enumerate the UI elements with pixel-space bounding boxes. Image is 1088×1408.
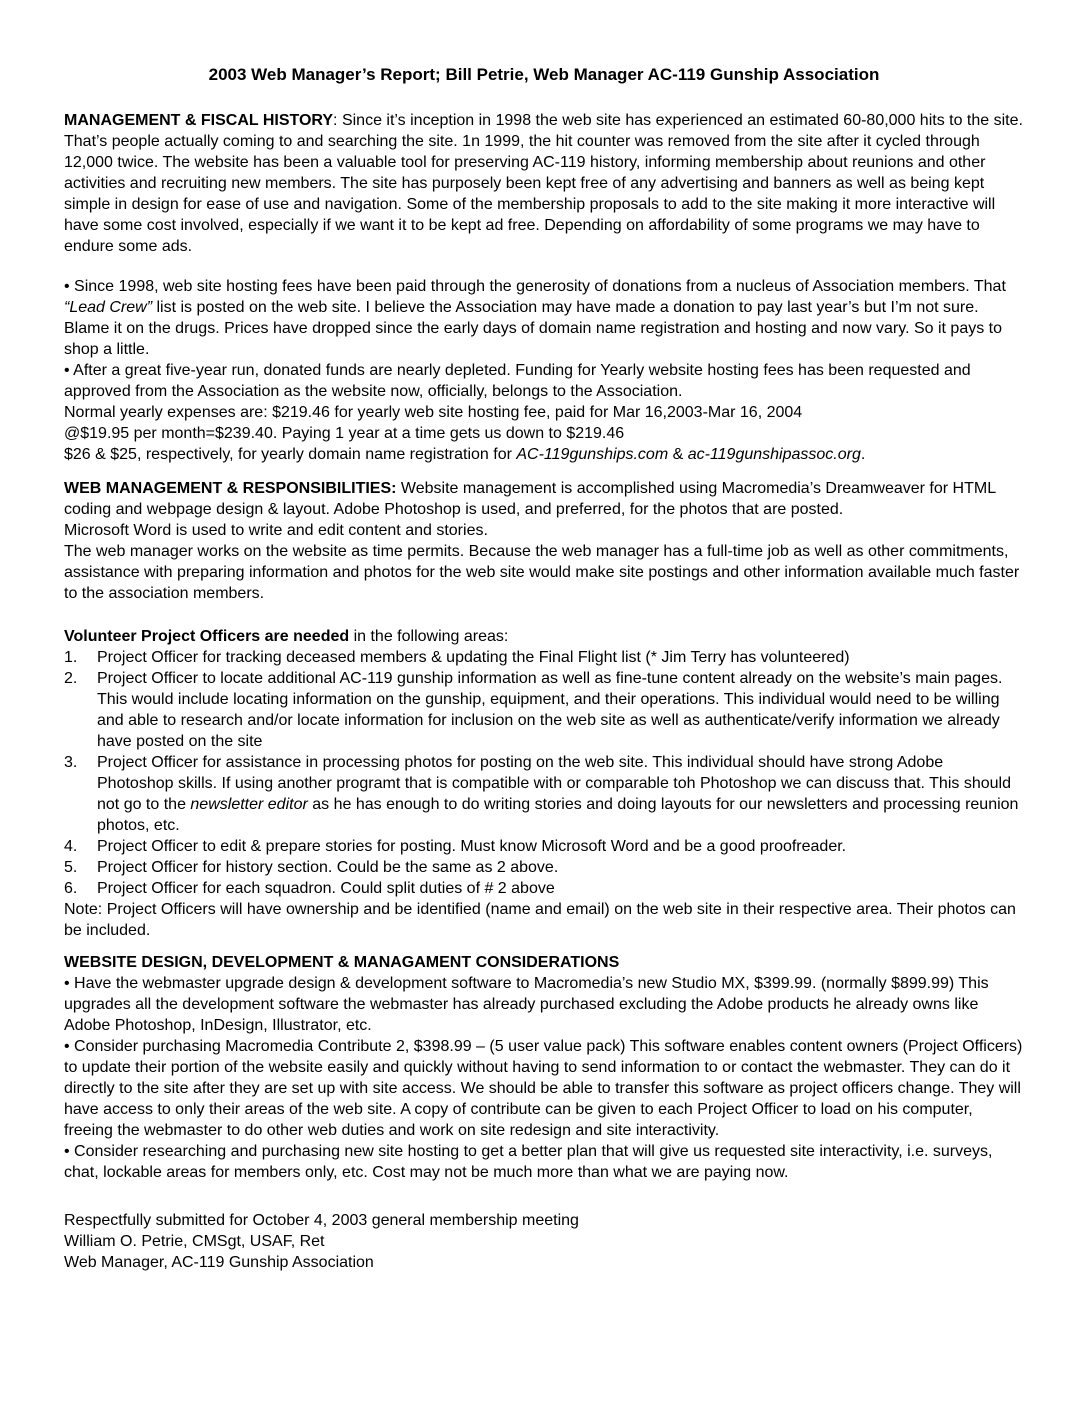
lead-crew-italic: “Lead Crew” xyxy=(64,299,153,316)
list-item-5-text: Project Officer for history section. Could be the same as 2 above. xyxy=(97,859,559,876)
volunteer-note: Note: Project Officers will have ownership and be identified (name and email) on the web site in their respective area. Their photos can be included. xyxy=(64,901,1016,939)
domains-period: . xyxy=(860,446,866,463)
list-item-2-number: 2. xyxy=(64,670,78,687)
section-website-design xyxy=(64,952,1024,1183)
funding-line-domains xyxy=(64,444,1024,465)
list-item-3 xyxy=(64,752,1024,836)
list-item-6-number: 6. xyxy=(64,880,78,897)
closing-author-title: Web Manager, AC-119 Gunship Association xyxy=(64,1254,374,1271)
domains-text: $26 & $25, respectively, for yearly domain name registration for xyxy=(64,446,517,463)
list-item-6 xyxy=(64,878,1024,899)
section-volunteer-project-officers xyxy=(64,626,1024,941)
list-item-3-text: Project Officer for assistance in processing photos for posting on the web site. This individual should have strong Adobe Photoshop skills. If using another programt that is compatible with or comparable toh Photoshop we can discuss that. This should not go to the xyxy=(97,754,1011,813)
list-item-5 xyxy=(64,857,1024,878)
webmgmt-word-line: Microsoft Word is used to write and edit content and stories. xyxy=(64,522,488,539)
list-item-6-text: Project Officer for each squadron. Could split duties of # 2 above xyxy=(97,880,555,897)
funding-bullet1-text: • Since 1998, web site hosting fees have been paid through the generosity of donations from a nucleus of Association members. That xyxy=(64,278,1006,295)
closing-author-name: William O. Petrie, CMSgt, USAF, Ret xyxy=(64,1233,325,1250)
list-item-2-text: Project Officer to locate additional AC-119 gunship information as well as fine-tune content already on the website’s main pages. This would include locating information on the gunship, equipment, and their operations. This individual would need to be willing and able to research and/or locate information for inclusion on the web site as well as authenticate/verify information we already have posted on the site xyxy=(97,670,1003,750)
section-web-management xyxy=(64,478,1024,604)
webmgmt-time-paragraph: The web manager works on the website as time permits. Because the web manager has a full-time job as well as other commitments, assistance with preparing information and photos for the web site would make site postings and other information available much faster to the association members. xyxy=(64,543,1020,602)
design-bullet-studio-mx: • Have the webmaster upgrade design & development software to Macromedia’s new Studio MX, $399.99. (normally $899.99) This upgrades all the development software the webmaster has already purchased excluding the Adobe products he already owns like Adobe Photoshop, InDesign, Illustrator, etc. xyxy=(64,975,989,1034)
design-bullet-contribute: • Consider purchasing Macromedia Contribute 2, $398.99 – (5 user value pack) This software enables content owners (Project Officers) to update their portion of the website easily and quickly without having to send information to or contact the webmaster. They can do it directly to the site after they are set up with site access. We should be able to transfer this software as project officers change. They will have access to only their areas of the web site. A copy of contribute can be given to each Project Officer to load on his computer, freeing the webmaster to do other web duties and work on site redesign and site interactivity. xyxy=(64,1038,1023,1139)
section-management-fiscal-history xyxy=(64,110,1024,257)
design-bullet-hosting: • Consider researching and purchasing new site hosting to get a better plan that will give us requested site interactivity, i.e. surveys, chat, lockable areas for members only, etc. Cost may not be much more than what we are paying now. xyxy=(64,1143,993,1181)
list-item-1 xyxy=(64,647,1024,668)
section-funding xyxy=(64,276,1024,465)
webmgmt-paragraph-tools xyxy=(64,478,1024,520)
fiscal-body-text: : Since it’s inception in 1998 the web site has experienced an estimated 60-80,000 hits to the site. That’s people actually coming to and searching the site. 1n 1999, the hit counter was removed from the site after it cycled through 12,000 twice. The website has been a valuable tool for preserving AC-119 history, informing membership about reunions and other activities and recruiting new members. The site has purposely been kept free of any advertising and banners as well as being kept simple in design for ease of use and navigation. Some of the membership proposals to add to the site making it more interactive will have some cost involved, especially if we want it to be kept ad free. Depending on affordability of some programs we may have to endure some ads. xyxy=(64,112,1023,255)
funding-bullet-depleted: • After a great five-year run, donated funds are nearly depleted. Funding for Yearly website hosting fees has been requested and approved from the Association as the website now, officially, belongs to the Association. xyxy=(64,362,971,400)
webmgmt-heading: WEB MANAGEMENT & RESPONSIBILITIES: xyxy=(64,480,397,497)
document-title: 2003 Web Manager’s Report; Bill Petrie, Web Manager AC-119 Gunship Association xyxy=(208,65,880,84)
webmgmt-tools-text: Website management is accomplished using Macromedia’s Dreamweaver for HTML coding and webpage design & layout. Adobe Photoshop is used, and preferred, for the photos that are posted. xyxy=(64,480,996,518)
list-item-3-number: 3. xyxy=(64,754,78,771)
list-item-4 xyxy=(64,836,1024,857)
fiscal-heading: MANAGEMENT & FISCAL HISTORY xyxy=(64,112,334,129)
list-item-1-text: Project Officer for tracking deceased members & updating the Final Flight list (* Jim Terry has volunteered) xyxy=(97,649,850,666)
closing-submitted-line: Respectfully submitted for October 4, 2003 general membership meeting xyxy=(64,1212,579,1229)
funding-line-hosting-fee: Normal yearly expenses are: $219.46 for yearly web site hosting fee, paid for Mar 16,2003-Mar 16, 2004 xyxy=(64,404,803,421)
fiscal-paragraph xyxy=(64,110,1024,257)
domain-name-1: AC-119gunships.com xyxy=(516,446,669,463)
newsletter-editor-italic: newsletter editor xyxy=(190,796,308,813)
volunteer-heading: Volunteer Project Officers are needed xyxy=(64,628,350,645)
funding-line-monthly-rate: @$19.95 per month=$239.40. Paying 1 year at a time gets us down to $219.46 xyxy=(64,425,625,442)
domains-ampersand: & xyxy=(668,446,688,463)
funding-bullet-donations xyxy=(64,276,1024,360)
list-item-1-number: 1. xyxy=(64,649,78,666)
document-page xyxy=(64,64,1024,1273)
list-item-3-text-cont: as he has enough to do writing stories and doing layouts for our newsletters and processing reunion photos, etc. xyxy=(97,796,1019,834)
list-item-4-text: Project Officer to edit & prepare stories for posting. Must know Microsoft Word and be a good proofreader. xyxy=(97,838,847,855)
volunteer-heading-rest: in the following areas: xyxy=(349,628,509,645)
domain-name-2: ac-119gunshipassoc.org xyxy=(687,446,861,463)
volunteer-heading-line xyxy=(64,626,1024,647)
design-heading: WEBSITE DESIGN, DEVELOPMENT & MANAGAMENT CONSIDERATIONS xyxy=(64,954,620,971)
funding-bullet1-text-cont: list is posted on the web site. I believe the Association may have made a donation to pay last year’s but I’m not sure. Blame it on the drugs. Prices have dropped since the early days of domain name registration and hosting and now vary. So it pays to shop a little. xyxy=(64,299,1003,358)
section-closing-signature xyxy=(64,1210,1024,1273)
list-item-2 xyxy=(64,668,1024,752)
list-item-4-number: 4. xyxy=(64,838,78,855)
list-item-5-number: 5. xyxy=(64,859,78,876)
